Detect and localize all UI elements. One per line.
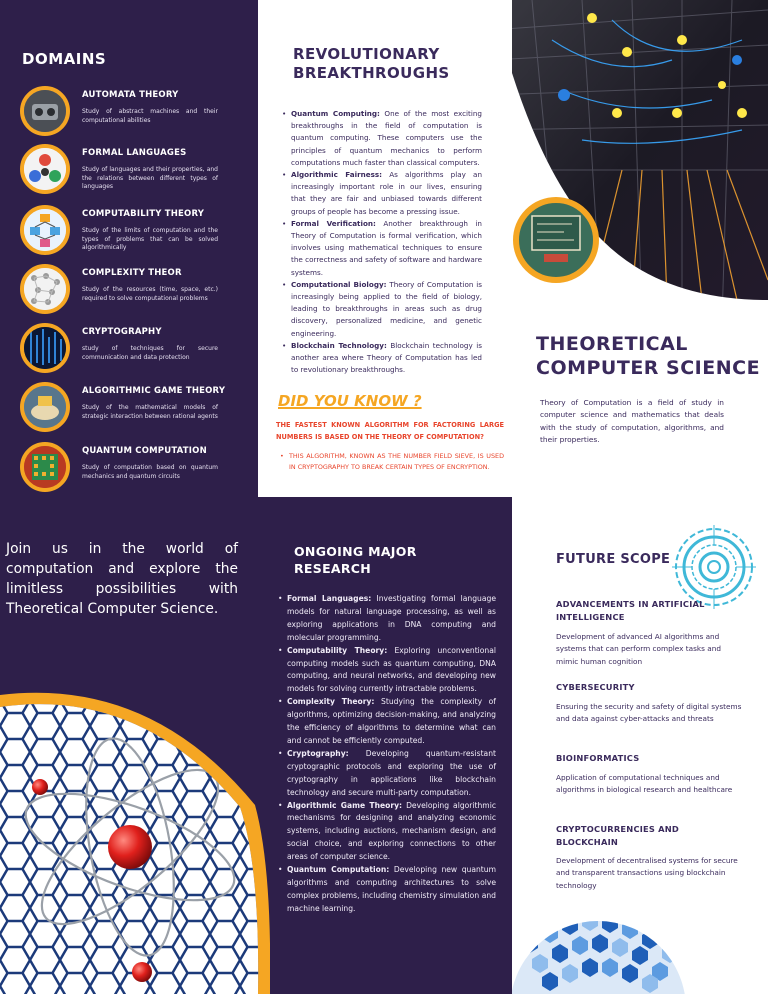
list-item bbox=[278, 696, 496, 748]
item-term: Computational Biology: bbox=[291, 279, 387, 289]
domain-desc: study of techniques for secure communication and data protection bbox=[82, 345, 218, 361]
circuit-target-icon bbox=[672, 525, 756, 609]
item-text: Investigating formal language models for natural language processing, as well as exploring applications in DNA computing and molecular programming. bbox=[287, 594, 496, 642]
domain-desc: Study of the resources (time, space, etc.) required to solve computational problems bbox=[82, 286, 218, 302]
domains-title: DOMAINS bbox=[22, 50, 107, 68]
cover-panel bbox=[512, 0, 768, 497]
domain-desc: Study of the mathematical models of strategic interaction between rational agents bbox=[82, 404, 218, 420]
list-item bbox=[282, 108, 482, 169]
cover-title: THEORETICAL COMPUTER SCIENCE bbox=[536, 333, 761, 379]
item-term: Formal Languages: bbox=[287, 594, 372, 603]
item-text: As algorithms play an increasingly important role in our lives, ensuring that they are fair and unbiased towards different groups of people has become a pressing issue. bbox=[291, 170, 482, 216]
item-term: Blockchain Technology: bbox=[291, 340, 387, 350]
domain-item-quantum bbox=[20, 442, 220, 497]
list-item bbox=[282, 340, 482, 377]
breakthroughs-title: REVOLUTIONARY BREAKTHROUGHS bbox=[293, 45, 450, 82]
research-title: ONGOING MAJOR RESEARCH bbox=[294, 544, 417, 576]
list-item bbox=[278, 864, 496, 916]
quantum-processor-image bbox=[512, 0, 768, 320]
fact-text: THE FASTEST KNOWN ALGORITHM FOR FACTORING LARGE NUMBERS IS BASED ON THE THEORY OF COMPUTATION? bbox=[276, 421, 504, 441]
item-text: Studying the complexity of algorithms, optimizing decision-making, and analyzing the efficiency of algorithms to determine what can and cannot be efficiently computed. bbox=[287, 697, 496, 745]
join-panel bbox=[0, 497, 270, 994]
item-term: Algorithmic Fairness: bbox=[291, 170, 383, 180]
list-item bbox=[278, 748, 496, 800]
list-item bbox=[282, 279, 482, 340]
domain-name: FORMAL LANGUAGES bbox=[82, 148, 187, 158]
item-text: Exploring unconventional computing models such as quantum computing, DNA computing, and neural networks, and developing new models for solving currently intractable problems. bbox=[287, 645, 496, 694]
join-text: Join us in the world of computation and explore the limitless possibilities with Theoretical Computer Science. bbox=[6, 541, 238, 617]
item-text: Developing new quantum algorithms and computing architectures to solve complex problems, including chemistry simulation and machine learning. bbox=[287, 865, 496, 913]
cryptography-thumbnail bbox=[20, 323, 70, 373]
automata-thumbnail bbox=[20, 86, 70, 136]
quantum-thumbnail bbox=[20, 442, 70, 492]
future-text-crypto: Development of decentralised systems for secure and transparent transactions using blockchain technology bbox=[556, 856, 738, 890]
future-heading-bioinformatics: BIOINFORMATICS bbox=[556, 753, 640, 763]
future-title: FUTURE SCOPE bbox=[556, 552, 671, 567]
list-item bbox=[282, 218, 482, 279]
list-item bbox=[278, 800, 496, 865]
future-text-cybersecurity: Ensuring the security and safety of digital systems and data against cyber-attacks and threats bbox=[556, 702, 742, 724]
domain-item-cryptography bbox=[20, 323, 220, 379]
item-term: Quantum Computing: bbox=[291, 109, 380, 118]
future-heading-ai: ADVANCEMENTS IN ARTIFICIAL INTELLIGENCE bbox=[556, 599, 705, 622]
domain-item-computability bbox=[20, 205, 220, 261]
domain-name: AUTOMATA THEORY bbox=[82, 90, 179, 100]
hex-globe-image bbox=[512, 909, 692, 994]
list-item bbox=[278, 593, 496, 645]
item-text: Theory of Computation is increasingly being applied to the field of biology, leading to breakthroughs in areas such as drug discovery, personalized medicine, and genetic engineering. bbox=[291, 279, 482, 338]
item-text: Developing algorithmic mechanisms for designing and analyzing economic systems, including auctions, mechanism design, and social choice, and exploring connections to other areas of computer science. bbox=[287, 800, 496, 862]
list-item bbox=[282, 169, 482, 218]
domain-name: COMPUTABILITY THEORY bbox=[82, 209, 205, 219]
domain-desc: Study of languages and their properties, and the relations between different types of languages bbox=[82, 166, 218, 190]
domain-name: ALGORITHMIC GAME THEORY bbox=[82, 386, 226, 396]
computability-thumbnail bbox=[20, 205, 70, 255]
research-list bbox=[278, 593, 496, 916]
item-term: Algorithmic Game Theory: bbox=[287, 800, 403, 810]
molecule-illustration bbox=[0, 687, 270, 994]
did-you-know-heading: DID YOU KNOW ? bbox=[278, 392, 422, 410]
domain-desc: Study of abstract machines and their computational abilities bbox=[82, 108, 218, 124]
fact-note-list bbox=[280, 451, 504, 472]
item-term: Cryptography: bbox=[287, 748, 349, 758]
item-term: Complexity Theory: bbox=[287, 697, 375, 707]
domain-item-automata bbox=[20, 86, 220, 142]
item-text: Blockchain technology is another area where Theory of Computation has led to revolutionary breakthroughs. bbox=[291, 340, 482, 375]
research-panel bbox=[270, 497, 512, 994]
formal-languages-thumbnail bbox=[20, 144, 70, 194]
domain-name: COMPLEXITY THEOR bbox=[82, 268, 182, 278]
domain-name: CRYPTOGRAPHY bbox=[82, 327, 162, 337]
domains-panel bbox=[0, 0, 258, 497]
future-text-ai: Development of advanced AI algorithms and systems that can perform complex tasks and mimic human cognition bbox=[556, 632, 721, 666]
domain-item-formal-languages bbox=[20, 144, 220, 200]
item-term: Quantum Computation: bbox=[287, 865, 390, 875]
list-item bbox=[278, 645, 496, 697]
item-term: Computability Theory: bbox=[287, 645, 388, 655]
domain-desc: Study of computation based on quantum mechanics and quantum circuits bbox=[82, 464, 218, 480]
item-text: One of the most exciting breakthroughs in the field of computation is quantum computing. These computers use the principles of quantum mechanics to perform computations much faster than classical computers. bbox=[291, 109, 482, 167]
future-panel bbox=[512, 497, 768, 994]
domain-item-game-theory bbox=[20, 382, 226, 438]
item-text: Developing quantum-resistant cryptographic protocols and exploring the use of cryptography in applications like blockchain technology and secure multi-party computation. bbox=[287, 748, 496, 797]
future-heading-crypto: CRYPTOCURRENCIES AND BLOCKCHAIN bbox=[556, 824, 680, 847]
cover-text: Theory of Computation is a field of study in computer science and mathematics that deals with the study of computation, algorithms, and their properties. bbox=[540, 398, 724, 444]
breakthroughs-list bbox=[282, 108, 482, 376]
fact-note: • THIS ALGORITHM, KNOWN AS THE NUMBER FIELD SIEVE, IS USED IN CRYPTOGRAPHY TO BREAK CERTAIN TYPES OF ENCRYPTION. bbox=[280, 451, 504, 472]
future-text-bioinformatics: Application of computational techniques and algorithms in biological research and healthcare bbox=[556, 773, 733, 795]
domain-item-complexity bbox=[20, 264, 220, 320]
item-text: Another breakthrough in Theory of Computation is formal verification, which involves using mathematical techniques to ensure the correctness and safety of software and hardware systems. bbox=[291, 218, 482, 277]
domain-desc: Study of the limits of computation and the types of problems that can be solved algorithmically bbox=[82, 227, 218, 251]
game-theory-thumbnail bbox=[20, 382, 70, 432]
item-term: Formal Verification: bbox=[291, 218, 376, 228]
domain-name: QUANTUM COMPUTATION bbox=[82, 446, 207, 456]
complexity-thumbnail bbox=[20, 264, 70, 314]
future-heading-cybersecurity: CYBERSECURITY bbox=[556, 682, 635, 692]
breakthroughs-panel bbox=[258, 0, 512, 497]
